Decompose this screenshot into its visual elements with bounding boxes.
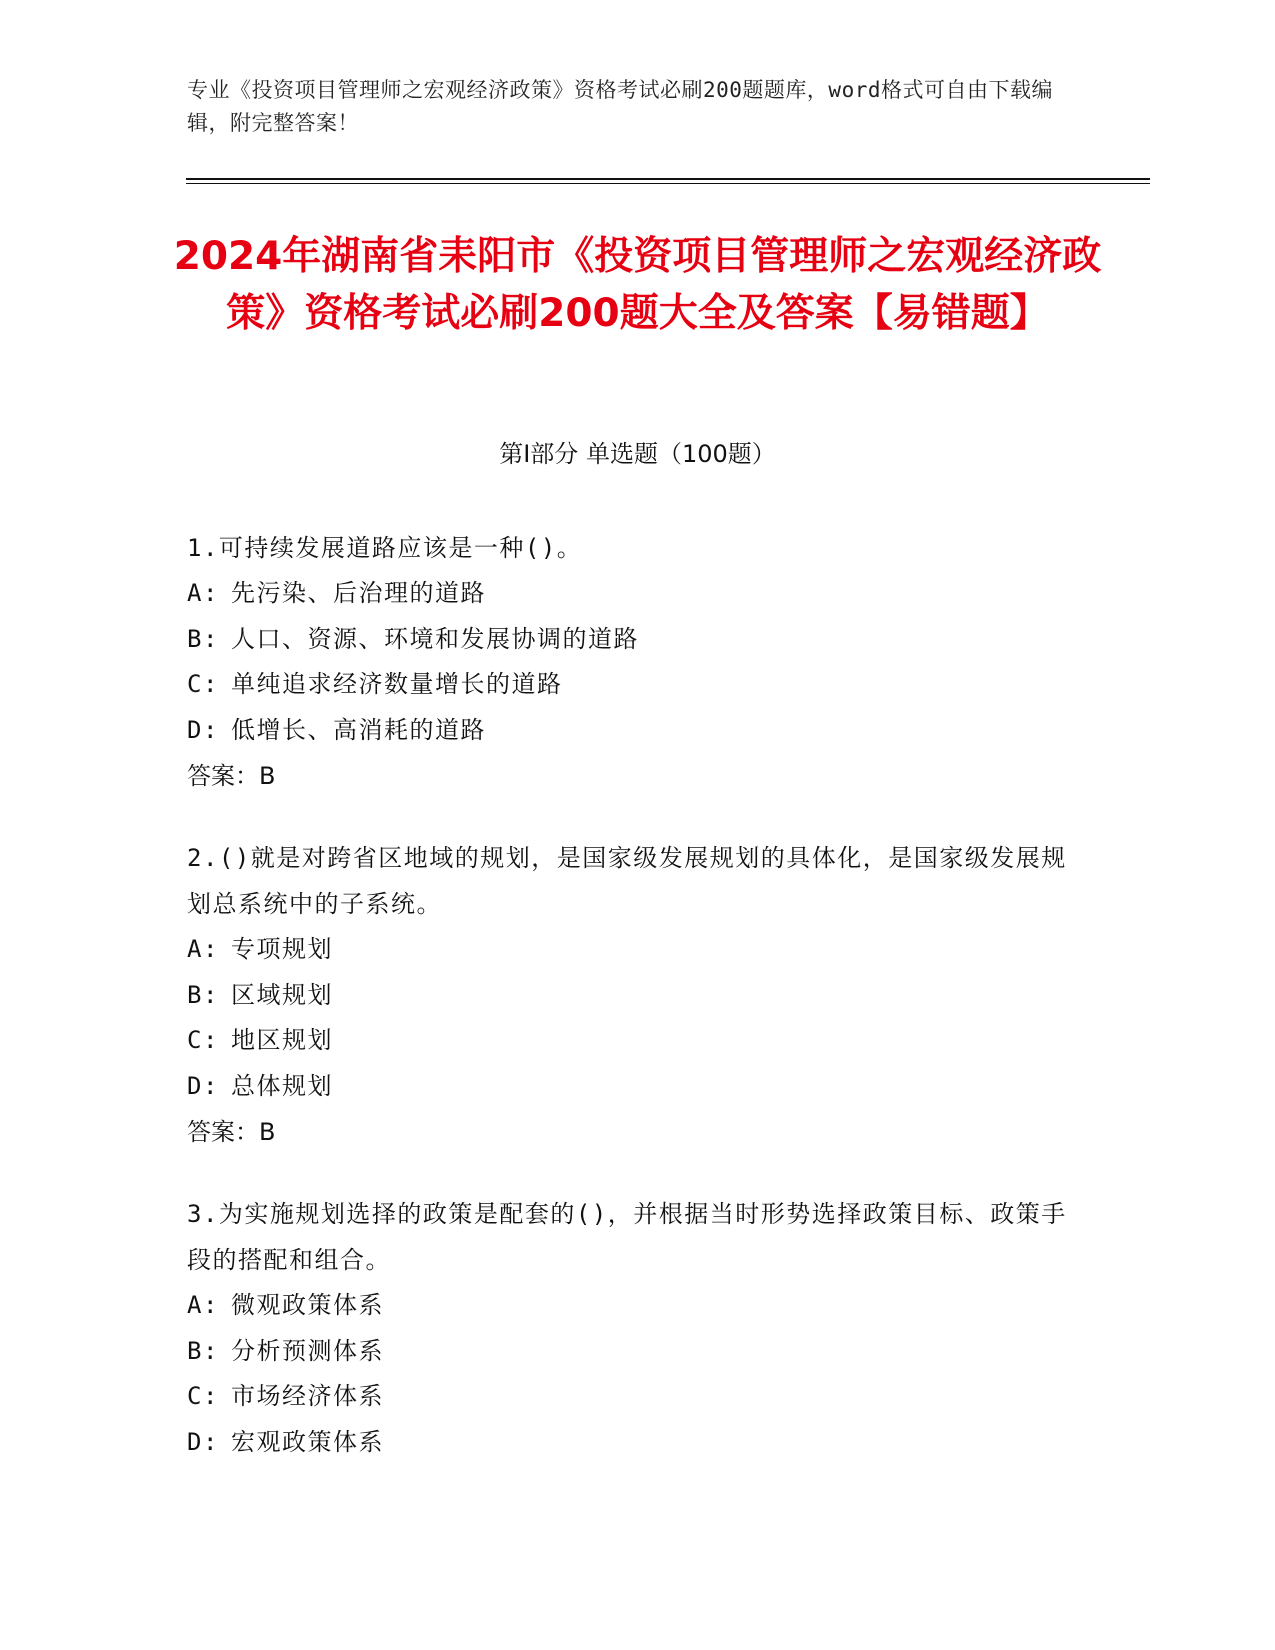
question-2 [187,835,1067,1155]
header-note: 专业《投资项目管理师之宏观经济政策》资格考试必刷200题题库，word格式可自由下载编辑，附完整答案！ [187,78,1053,135]
document-title: 2024年湖南省耒阳市《投资项目管理师之宏观经济政策》资格考试必刷200题大全及答案【易错题】 [173,234,1102,336]
option-key: A: [187,579,219,607]
option-c [187,662,1067,708]
option-text: 地区规划 [231,1026,333,1054]
option-key: A: [187,935,219,963]
question-stem: 2.()就是对跨省区地域的规划，是国家级发展规划的具体化，是国家级发展规划总系统中的子系统。 [187,844,1067,918]
answer-line: 答案：B [187,762,276,790]
option-text: 宏观政策体系 [231,1427,384,1456]
question-1 [187,525,1067,799]
option-key: B: [187,624,219,653]
option-text: 分析预测体系 [231,1336,384,1365]
option-d [187,1420,1067,1466]
option-text: 总体规划 [231,1071,333,1100]
option-text: 人口、资源、环境和发展协调的道路 [231,624,639,653]
option-key: B: [187,980,219,1009]
option-d [187,708,1067,754]
option-key: C: [187,670,219,698]
option-a [187,571,1067,617]
header-divider-thin [186,183,1150,184]
header-divider-thick [186,178,1150,180]
section-title: 第I部分 单选题（100题） [499,440,776,468]
option-key: D: [187,715,219,744]
option-text: 单纯追求经济数量增长的道路 [231,670,563,698]
option-key: D: [187,1427,219,1456]
question-3 [187,1191,1067,1465]
option-text: 区域规划 [231,980,333,1009]
option-b [187,1329,1067,1375]
question-stem: 1.可持续发展道路应该是一种()。 [187,534,583,562]
option-text: 微观政策体系 [231,1291,384,1319]
option-text: 专项规划 [231,935,333,963]
option-c [187,1374,1067,1420]
option-b [187,617,1067,663]
option-d [187,1064,1067,1110]
option-key: B: [187,1336,219,1365]
option-a [187,927,1067,973]
option-b [187,973,1067,1019]
option-key: C: [187,1382,219,1410]
option-c [187,1018,1067,1064]
option-key: A: [187,1291,219,1319]
question-list [187,525,1067,1501]
option-text: 市场经济体系 [231,1382,384,1410]
option-key: C: [187,1026,219,1054]
option-text: 低增长、高消耗的道路 [231,715,486,744]
option-text: 先污染、后治理的道路 [231,579,486,607]
option-a [187,1283,1067,1329]
question-stem: 3.为实施规划选择的政策是配套的()，并根据当时形势选择政策目标、政策手段的搭配和组合。 [187,1200,1067,1274]
option-key: D: [187,1071,219,1100]
answer-line: 答案：B [187,1118,276,1146]
